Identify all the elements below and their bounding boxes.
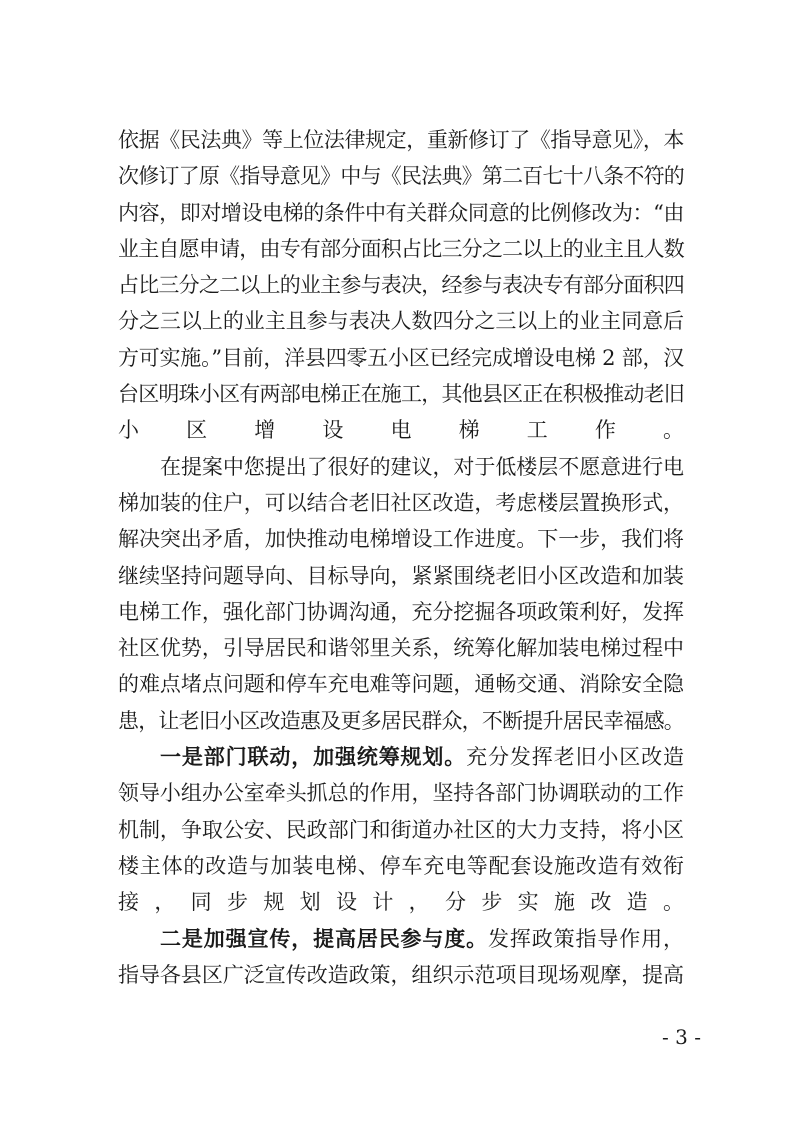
text-line: 楼主体的改造与加装电梯、停车充电等配套设施改造有效衔 (118, 853, 684, 878)
page-number: - 3 - (662, 1025, 701, 1049)
text-line: 机制，争取公安、民政部门和街道办社区的大力支持，将小区 (118, 817, 684, 842)
text-line: 电梯工作，强化部门协调沟通，充分挖掘各项政策利好，发挥 (118, 599, 684, 624)
text-line: 分之三以上的业主且参与表决人数四分之三以上的业主同意后 (118, 309, 684, 334)
text-line: 台区明珠小区有两部电梯正在施工，其他县区正在积极推动老旧 (118, 382, 684, 407)
text-line: 患，让老旧小区改造惠及更多居民群众，不断提升居民幸福感。 (118, 708, 684, 733)
text-line: 业主自愿申请，由专有部分面积占比三分之二以上的业主且人数 (118, 236, 684, 261)
text-line: 依据《民法典》等上位法律规定，重新修订了《指导意见》，本 (118, 128, 684, 152)
text-line: 领导小组办公室牵头抓总的作用，坚持各部门协调联动的工作 (118, 781, 684, 806)
text-line: 在提案中您提出了很好的建议，对于低楼层不愿意进行电 (160, 454, 684, 479)
text-line (118, 921, 684, 957)
text-line: 指导各县区广泛宣传改造政策，组织示范项目现场观摩，提高 (118, 962, 684, 987)
text-line: 内容，即对增设电梯的条件中有关群众同意的比例修改为：“由 (118, 200, 684, 225)
text-line (118, 739, 684, 775)
paragraph-2 (118, 449, 684, 739)
paragraph-4 (118, 921, 684, 994)
text-run: 充分发挥老旧小区改造 (466, 745, 684, 770)
text-line: 小区增设电梯工作。 (118, 418, 684, 443)
paragraph-1 (118, 122, 684, 449)
text-line: 次修订了原《指导意见》中与《民法典》第二百七十八条不符的 (118, 164, 684, 189)
text-line: 梯加装的住户，可以结合老旧社区改造，考虑楼层置换形式， (118, 490, 684, 515)
text-line: 的难点堵点问题和停车充电难等问题，通畅交通、消除安全隐 (118, 672, 684, 697)
text-line: 解决突出矛盾，加快推动电梯增设工作进度。下一步，我们将 (118, 527, 684, 552)
text-run: 发挥政策指导作用， (488, 926, 684, 951)
text-line: 社区优势，引导居民和谐邻里关系，统筹化解加装电梯过程中 (118, 636, 684, 661)
text-line: 占比三分之二以上的业主参与表决，经参与表决专有部分面积四 (118, 273, 684, 298)
text-line: 接，同步规划设计，分步实施改造。 (118, 890, 684, 915)
text-line: 方可实施。”目前，洋县四零五小区已经完成增设电梯 2 部，汉 (118, 345, 684, 370)
text-line: 继续坚持问题导向、目标导向，紧紧围绕老旧小区改造和加装 (118, 563, 684, 588)
document-body (118, 122, 684, 993)
section-heading: 二是加强宣传，提高居民参与度。 (160, 925, 489, 951)
section-heading: 一是部门联动，加强统筹规划。 (160, 744, 467, 770)
paragraph-3 (118, 739, 684, 920)
